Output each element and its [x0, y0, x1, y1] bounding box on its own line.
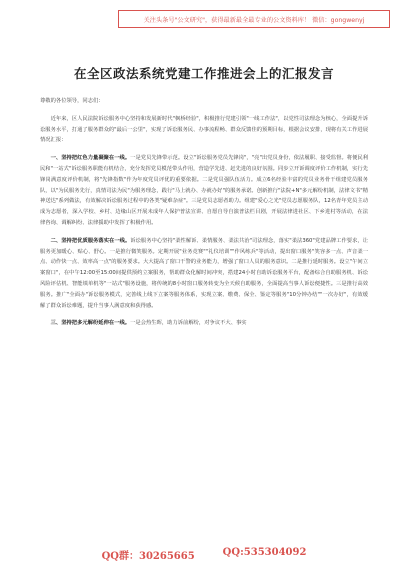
footer: [0, 547, 408, 562]
document-body: [40, 96, 368, 541]
banner-text: 关注头条号"公文研究"，获得最新最全最专业的公文资料库！ 微信：gongwenyj: [143, 16, 365, 24]
section-paragraph-1: [40, 153, 368, 229]
footer-qq-contact: QQ:535304092: [222, 547, 307, 558]
footer-qq-group: QQ群：30265665: [101, 551, 195, 562]
section-body-3: 一是会热生晖，助力诉前解纷，对争议不大、事实: [130, 320, 247, 327]
section-paragraph-3: [40, 318, 368, 329]
section-heading-1: 一、坚持把红色力量凝聚在一线。: [50, 155, 131, 162]
section-heading-3: 三、坚持把多元解纷延伸在一线。: [50, 320, 131, 327]
top-banner: [118, 10, 390, 28]
page-title: 在全区政法系统党建工作推进会上的汇报发言: [73, 66, 334, 81]
section-paragraph-2: [40, 236, 368, 312]
salutation: 尊敬的各位领导，同志们：: [40, 98, 104, 104]
intro-paragraph: 近年来，区人民法院诉讼服务中心坚持和发展新时代"枫桥经验"，积极推行党建引领"一线工作法"，以党性司法理念为核心，全面提升诉讼服务水平，打通了服务群众的"最后一公里"，实现了诉讼服务民、办事流程畅、群众反馈佳的预期目标，根据会议安排，现将有关工作进展情况汇报：: [40, 115, 368, 144]
section-heading-2: 二、坚持把优质服务落实在一线。: [50, 237, 131, 244]
section-body-2: 诉讼服务中心坚持"柔性解诉、柔情服务、柔法共治"司法理念，落实"柔法360"党建品牌工作要求，让服务更加暖心、贴心、舒心。一是推行微笑服务。定期开展"业务竞赛""礼仪培训""作风练兵"等活动，提出窗口服务"笑容多一点、声音柔一点、动作快一点、效率高一点"的服务要求。大大提高了窗口干警的业务能力，增强了窗口人员的服务意识。二是推行延时服务。设立"午间立案窗口"，在中午12:00至15:00间提供预约立案服务，帮助群众化解时间冲突，搭建24小时自助诉讼服务平台，配备综合自助服务机、诉讼风险评估机、智能填单机等"一站式"服务设施，将传统的8小时窗口服务转变为全天候自助服务，全面提高当事人诉讼便捷性。三是推行高效服务。推广"全面办"诉讼服务模式，完善线上线下立案等服务体系，实现立案、缴费、保全、鉴定等服务"10分钟办结""一次办好"，有效缓解了群众诉讼难题，提升当事人满意度和获得感。: [40, 237, 368, 309]
section-body-1: 一是党员先锋带示范。设立"诉讼服务党员先锋岗"，"亮"出党员身份，依法履职、接受监督。将便民利民和"一站式"诉讼服务职能有机结合，充分发挥党员模范带头作用，营造学先进、赶先进的良好氛围。同步立开诉调度评价工作机制，实行先锋岗满意度评价机制，将"先锋指数"作为年度党员评优的重要依据。二是党员强队伍活力。成立6名经验丰富的党员业务骨干组建党员服务队，以"为民服务先行，真情司法为民"为服务理念，践行"马上就办、办就办好"的服务承诺。创新推行"法院+N"多元解纷机制，法律文书"精神送达"系列做法，有效解决诉讼服务过程中的各类"疑难杂症"。三是党员志愿者助力。组建"爱心之光"党员志愿服务队，12名青年党员主动成为志愿者，深入学校、乡村、边缘山区开展未成年人保护普法宣讲、自愿自导自演普法栏目剧，开展法律进社区、下乡进村等活动，在法律咨询、调解纠纷、法律援助中发挥了积极作用。: [40, 155, 368, 226]
